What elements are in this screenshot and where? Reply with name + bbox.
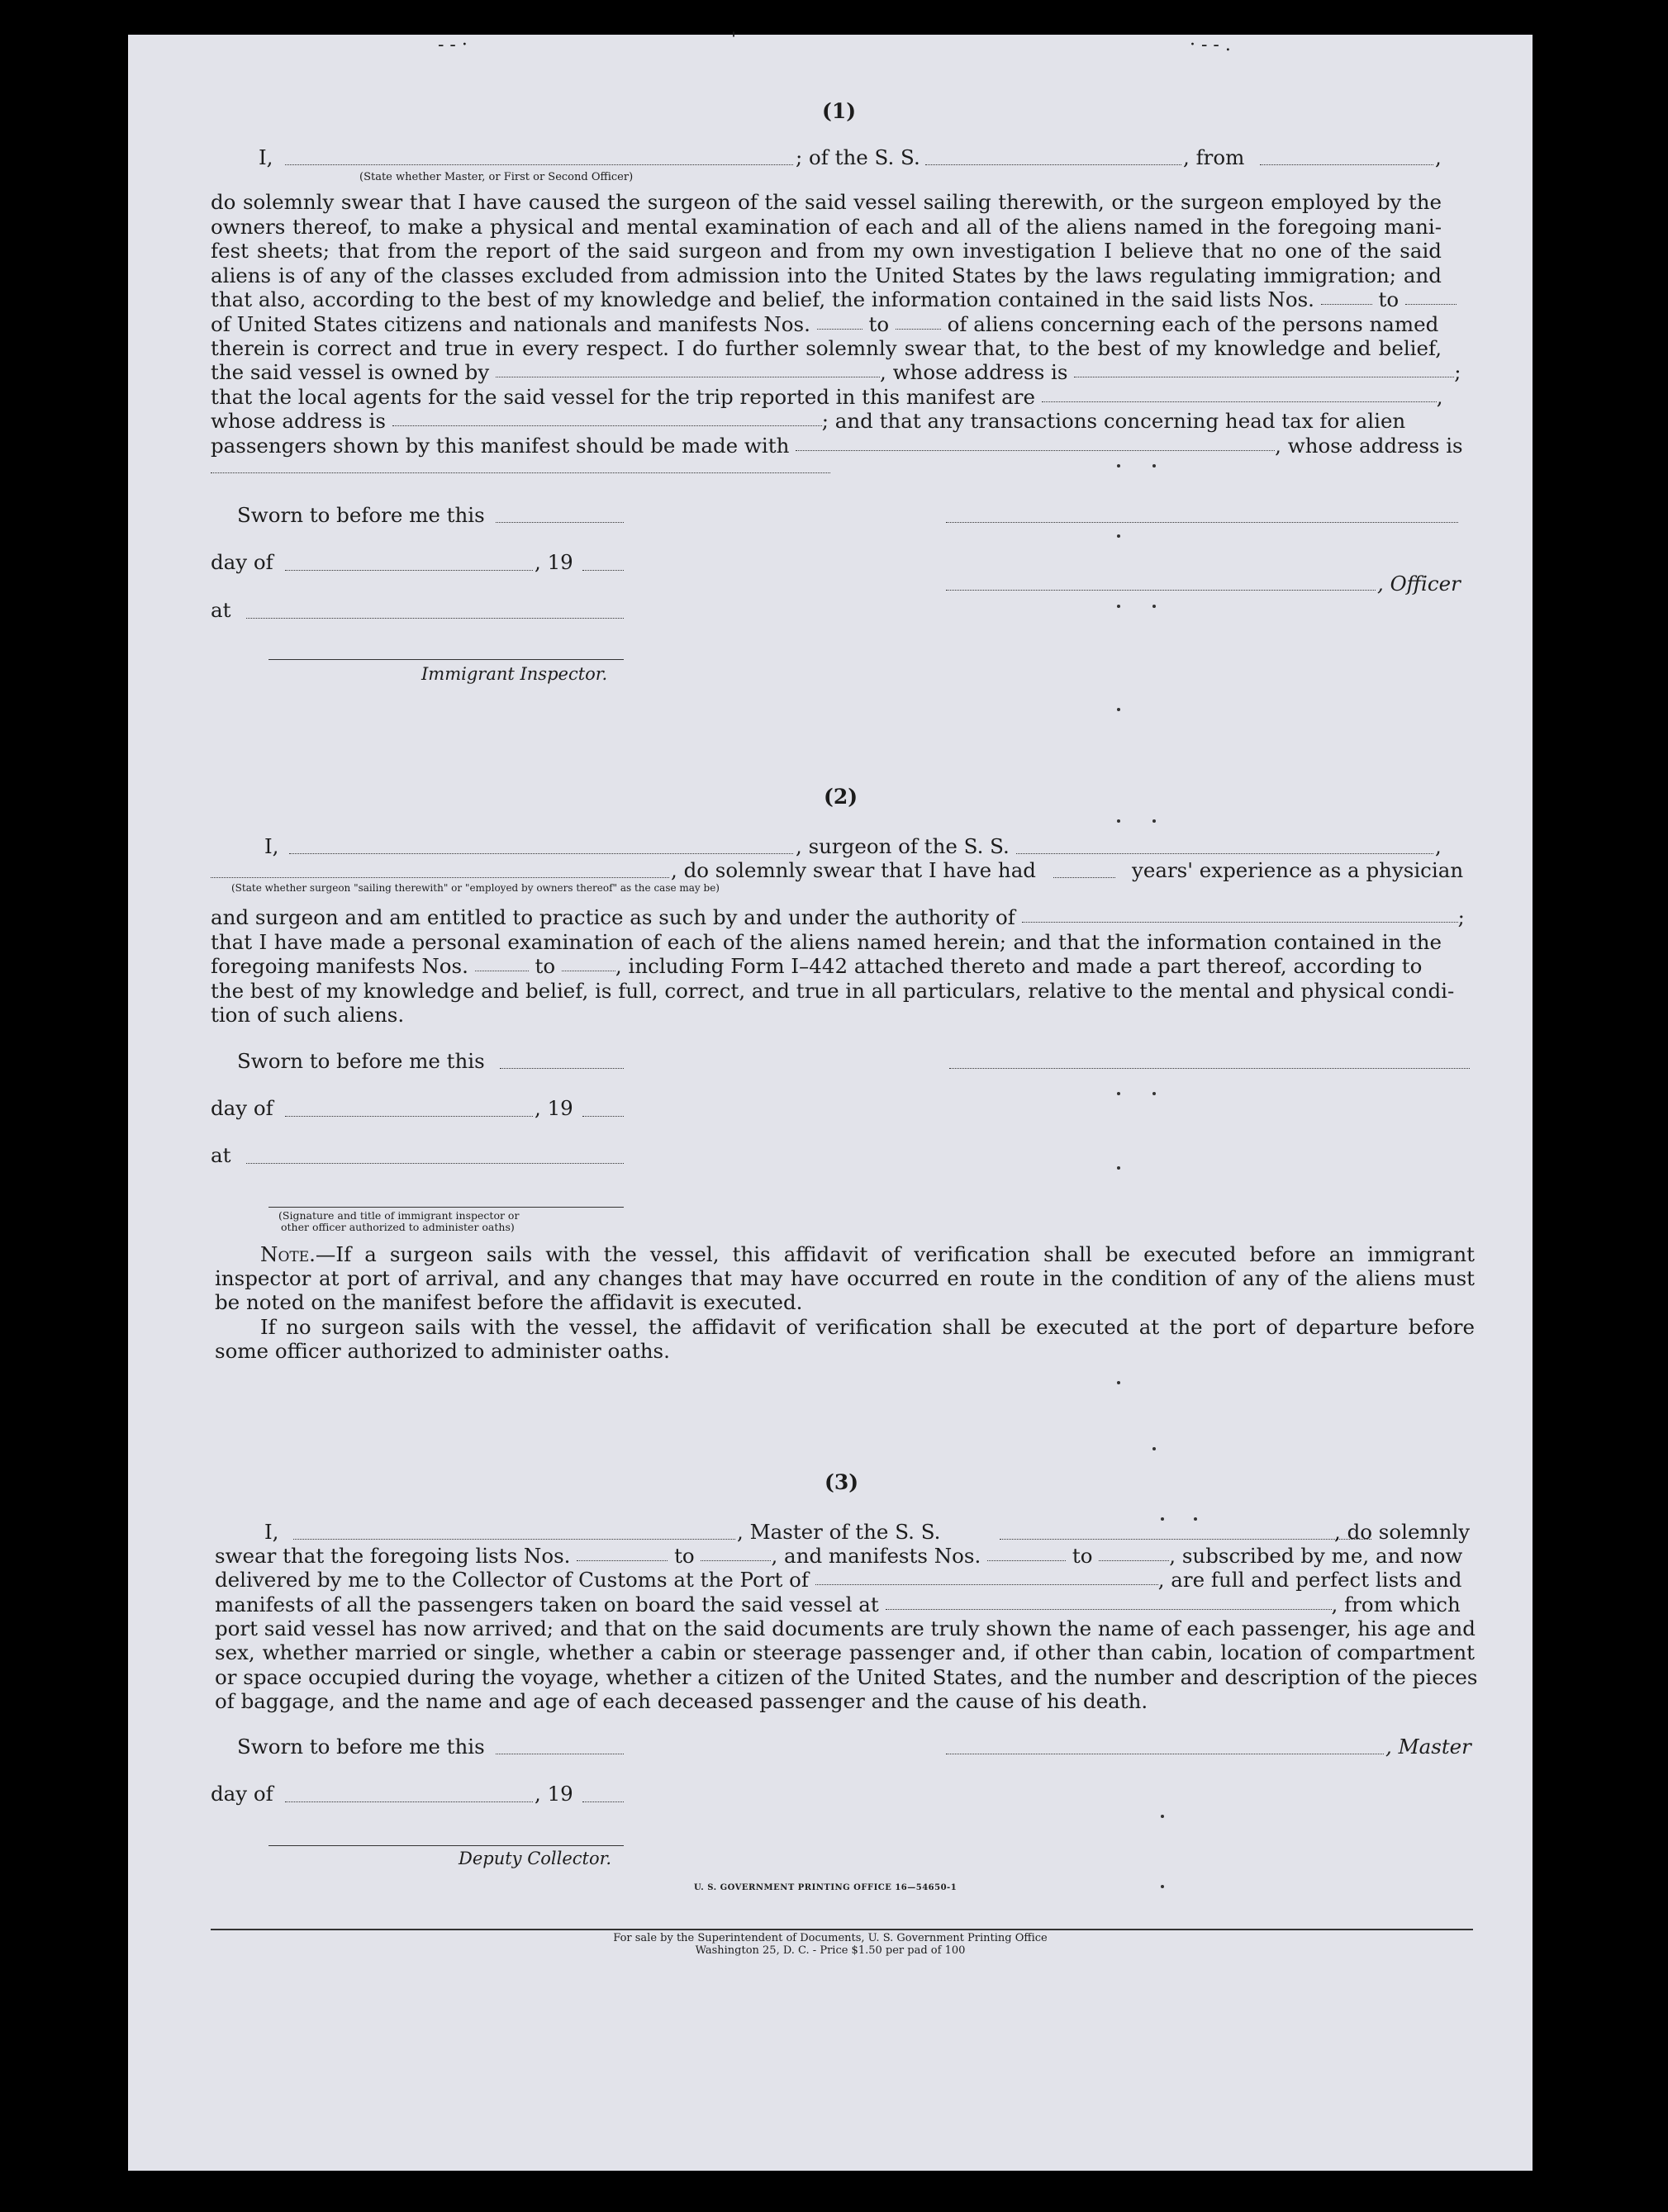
scan-speck [1152, 464, 1156, 468]
section-number: (3) [824, 1470, 859, 1494]
scan-speck [1194, 1517, 1197, 1521]
sworn-label: Sworn to before me this [237, 1049, 485, 1073]
scan-speck [1117, 464, 1120, 468]
years-experience-field[interactable] [1053, 877, 1115, 878]
foregoing-lists-label: swear that the foregoing lists Nos. [215, 1544, 571, 1568]
section-number: (2) [824, 785, 858, 809]
collector-caption: Deputy Collector. [459, 1849, 612, 1868]
boarding-port-field[interactable] [886, 1609, 1332, 1610]
semicolon: ; [1454, 360, 1461, 384]
collector-signature-line[interactable] [268, 1845, 624, 1846]
binder-hole [1561, 510, 1601, 549]
form-page [128, 30, 1533, 2171]
oath-text-line: that I have made a personal examination of each of the aliens named herein; and that the information contained in the [211, 930, 1442, 954]
oath-text-line: the best of my knowledge and belief, is full, correct, and true in all particulars, relative to the mental and physical condi- [211, 979, 1455, 1003]
lists-to-field[interactable] [1405, 304, 1457, 305]
local-agents-field[interactable] [1042, 401, 1437, 402]
footer-rule [211, 1929, 1473, 1930]
officer-caption: (State whether Master, or First or Second Officer) [359, 171, 634, 183]
master-of-ss-label: , Master of the S. S. [737, 1520, 941, 1544]
oath-text-line: fest sheets; that from the report of the said surgeon and from my own investigation I believe that no one of the said [211, 239, 1442, 263]
day-of-month-field[interactable] [285, 570, 533, 571]
oath-text-line: sex, whether married or single, whether a cabin or steerage passenger and, if other than cabin, location of compartment [215, 1640, 1475, 1664]
comma: , [1435, 834, 1442, 858]
sworn-label: Sworn to before me this [237, 1735, 485, 1759]
scan-speck [1117, 819, 1120, 823]
from-which-text: , from which [1331, 1593, 1461, 1616]
to-label: to [868, 312, 890, 336]
scan-speck [1117, 1381, 1120, 1384]
authority-label: and surgeon and am entitled to practice as such by and under the authority of [211, 905, 1015, 929]
surgeon-name-field[interactable] [289, 853, 793, 854]
day-of-month-field[interactable] [285, 1116, 533, 1117]
oath-text-line: therein is correct and true in every respect. I do further solemnly swear that, to the best of my knowledge and belief, [211, 336, 1442, 360]
day-of-label: day of [211, 1096, 273, 1120]
do-solemnly-label: , do solemnly [1334, 1520, 1471, 1544]
sworn-day-field[interactable] [500, 1068, 624, 1069]
signature-caption: (Signature and title of immigrant inspector or [278, 1209, 520, 1222]
head-tax-party-field[interactable] [796, 450, 1275, 451]
binder-hole [1543, 1576, 1583, 1616]
owner-address-label: , whose address is [880, 360, 1068, 384]
party-address-field[interactable] [211, 472, 830, 473]
to-label: to [674, 1544, 695, 1568]
official-signature-line[interactable] [268, 1207, 624, 1208]
lists-from-field[interactable] [577, 1560, 668, 1561]
year-prefix: , 19 [535, 550, 573, 574]
surgeon-caption: (State whether surgeon "sailing therewith" or "employed by owners thereof" as the case may be) [231, 882, 720, 894]
years-experience-label: years' experience as a physician [1132, 858, 1464, 882]
comma: , [1436, 385, 1443, 409]
section-number: (1) [822, 99, 857, 123]
comma: , [1435, 145, 1442, 169]
binder-hole [1537, 94, 1576, 134]
note-line: some officer authorized to administer oaths. [215, 1339, 670, 1363]
oath-i-label: I, [264, 1520, 279, 1544]
to-label: to [1378, 287, 1400, 311]
note-line [260, 1242, 1475, 1267]
authority-field[interactable] [1022, 922, 1458, 923]
sworn-label: Sworn to before me this [237, 503, 485, 527]
oath-text-line: tion of such aliens. [211, 1003, 405, 1027]
aliens-concerning-text: of aliens concerning each of the persons named [947, 312, 1439, 336]
scan-speck [1117, 534, 1120, 538]
note-text: —If a surgeon sails with the vessel, this affidavit of verification shall be executed before an immigrant [315, 1242, 1475, 1266]
manifests-from-field[interactable] [987, 1560, 1066, 1561]
signature-caption: other officer authorized to administer oaths) [281, 1221, 515, 1233]
scan-speck [1161, 1517, 1164, 1521]
full-lists-text: , are full and perfect lists and [1157, 1568, 1462, 1592]
binder-hole [1533, 2077, 1573, 2117]
agents-address-field[interactable] [392, 425, 822, 426]
at-place-field[interactable] [246, 1163, 624, 1164]
binder-hole [1545, 1448, 1585, 1488]
year-field[interactable] [582, 1116, 624, 1117]
binder-hole [1560, 1654, 1599, 1694]
manifests-to-field[interactable] [896, 329, 941, 330]
year-field[interactable] [582, 570, 624, 571]
passengers-made-with-label: passengers shown by this manifest should be made with [211, 434, 790, 458]
surgeon-of-ss-label: , surgeon of the S. S. [796, 834, 1010, 858]
binder-hole [1535, 596, 1575, 636]
year-prefix: , 19 [535, 1782, 573, 1806]
note-line: be noted on the manifest before the affidavit is executed. [215, 1290, 803, 1314]
binder-hole [1553, 243, 1586, 276]
form-i442-text: , including Form I–442 attached thereto and made a part thereof, according to [615, 954, 1423, 978]
oath-text-line: aliens is of any of the classes excluded from admission into the United States by the laws regulating immigration; and [211, 263, 1442, 287]
manifests-from-field[interactable] [817, 329, 863, 330]
oath-text-line: port said vessel has now arrived; and that on the said documents are truly shown the name of each passenger, his age and [215, 1616, 1476, 1640]
scan-mark-center: ' [731, 30, 737, 50]
lists-nos-label: that also, according to the best of my knowledge and belief, the information contained in the said lists Nos. [211, 287, 1314, 311]
collector-port-field[interactable] [815, 1584, 1158, 1585]
scan-speck [1152, 605, 1156, 608]
oath-text-line: do solemnly swear that I have caused the surgeon of the said vessel sailing therewith, or the surgeon employed by the [211, 190, 1442, 214]
oath-i-label: I, [264, 834, 279, 858]
owned-by-label: the said vessel is owned by [211, 360, 490, 384]
sale-notice-line: Washington 25, D. C. - Price $1.50 per pad of 100 [695, 1944, 966, 1957]
to-label: to [1072, 1544, 1093, 1568]
vessel-name-field[interactable] [925, 164, 1181, 165]
at-place-field[interactable] [246, 618, 624, 619]
inspector-caption: Immigrant Inspector. [421, 664, 608, 684]
scan-speck [1161, 1815, 1164, 1818]
binder-hole [1537, 727, 1576, 767]
day-of-month-field[interactable] [285, 1801, 533, 1802]
officer-caption: , Officer [1377, 572, 1461, 596]
oath-text-line: of baggage, and the name and age of each deceased passenger and the cause of his death. [215, 1689, 1148, 1713]
scan-speck [1117, 1166, 1120, 1170]
scan-speck [1117, 1092, 1120, 1095]
scan-mark-left: - - · [438, 35, 468, 55]
local-agents-label: that the local agents for the said vessel for the trip reported in this manifest are [211, 385, 1035, 409]
to-label: to [535, 954, 556, 978]
day-of-label: day of [211, 1782, 273, 1806]
taken-on-board-label: manifests of all the passengers taken on board the said vessel at [215, 1593, 879, 1616]
scan-speck [1152, 1447, 1156, 1450]
subscribed-text: , subscribed by me, and now [1169, 1544, 1463, 1568]
lists-from-field[interactable] [1321, 304, 1372, 305]
note-line: If no surgeon sails with the vessel, the affidavit of verification shall be executed at the port of departure before [260, 1315, 1475, 1339]
inspector-signature-line[interactable] [268, 659, 624, 660]
year-prefix: , 19 [535, 1096, 573, 1120]
scan-speck [1161, 1885, 1164, 1888]
note-label: Note. [260, 1242, 316, 1266]
sale-notice-line: For sale by the Superintendent of Documents, U. S. Government Printing Office [613, 1932, 1048, 1944]
semicolon: ; [1457, 905, 1465, 929]
note-line: inspector at port of arrival, and any changes that may have occurred en route in the condition of any of the aliens must [215, 1266, 1475, 1290]
manifests-to-field[interactable] [1099, 1560, 1169, 1561]
scan-speck [1152, 819, 1156, 823]
gpo-imprint: U. S. GOVERNMENT PRINTING OFFICE 16—54650-1 [694, 1883, 958, 1892]
oath-text-line: owners thereof, to make a physical and mental examination of each and all of the aliens named in the foregoing mani- [211, 215, 1442, 239]
scan-mark-right: · - - . [1190, 35, 1231, 55]
scan-speck [1117, 605, 1120, 608]
at-label: at [211, 1143, 231, 1167]
from-label: , from [1183, 145, 1245, 169]
manifests-nos-label: of United States citizens and nationals and manifests Nos. [211, 312, 810, 336]
surgeon-vessel-field[interactable] [1016, 853, 1433, 854]
oath-text-line: or space occupied during the voyage, whether a citizen of the United States, and the number and description of the pieces [215, 1665, 1478, 1689]
lists-to-field[interactable] [701, 1560, 771, 1561]
year-field[interactable] [582, 1801, 624, 1802]
manifests-nos-label: , and manifests Nos. [771, 1544, 981, 1568]
scan-speck [1117, 708, 1120, 711]
oath-i-label: I, [259, 145, 273, 169]
collector-port-label: delivered by me to the Collector of Customs at the Port of [215, 1568, 809, 1592]
master-name-field[interactable] [293, 1539, 735, 1540]
at-label: at [211, 598, 231, 622]
master-caption: , Master [1385, 1735, 1471, 1759]
of-ss-label: ; of the S. S. [796, 145, 920, 169]
swear-had-label: , do solemnly swear that I have had [671, 858, 1036, 882]
officer-name-field[interactable] [285, 164, 793, 165]
surgeon-status-field[interactable] [211, 877, 669, 878]
sworn-day-field[interactable] [496, 522, 624, 523]
head-tax-text: ; and that any transactions concerning head tax for alien [821, 409, 1406, 433]
party-address-label: , whose address is [1275, 434, 1463, 458]
surgeon-signature-field[interactable] [949, 1068, 1470, 1069]
foregoing-manifests-label: foregoing manifests Nos. [211, 954, 468, 978]
day-of-label: day of [211, 550, 273, 574]
from-port-field[interactable] [1260, 164, 1433, 165]
scan-speck [1152, 1092, 1156, 1095]
binder-hole [1543, 1953, 1583, 1992]
officer-title-field[interactable] [946, 590, 1376, 591]
master-vessel-field[interactable] [1000, 1539, 1371, 1540]
agents-address-label: whose address is [211, 409, 386, 433]
officer-signature-field[interactable] [946, 522, 1458, 523]
